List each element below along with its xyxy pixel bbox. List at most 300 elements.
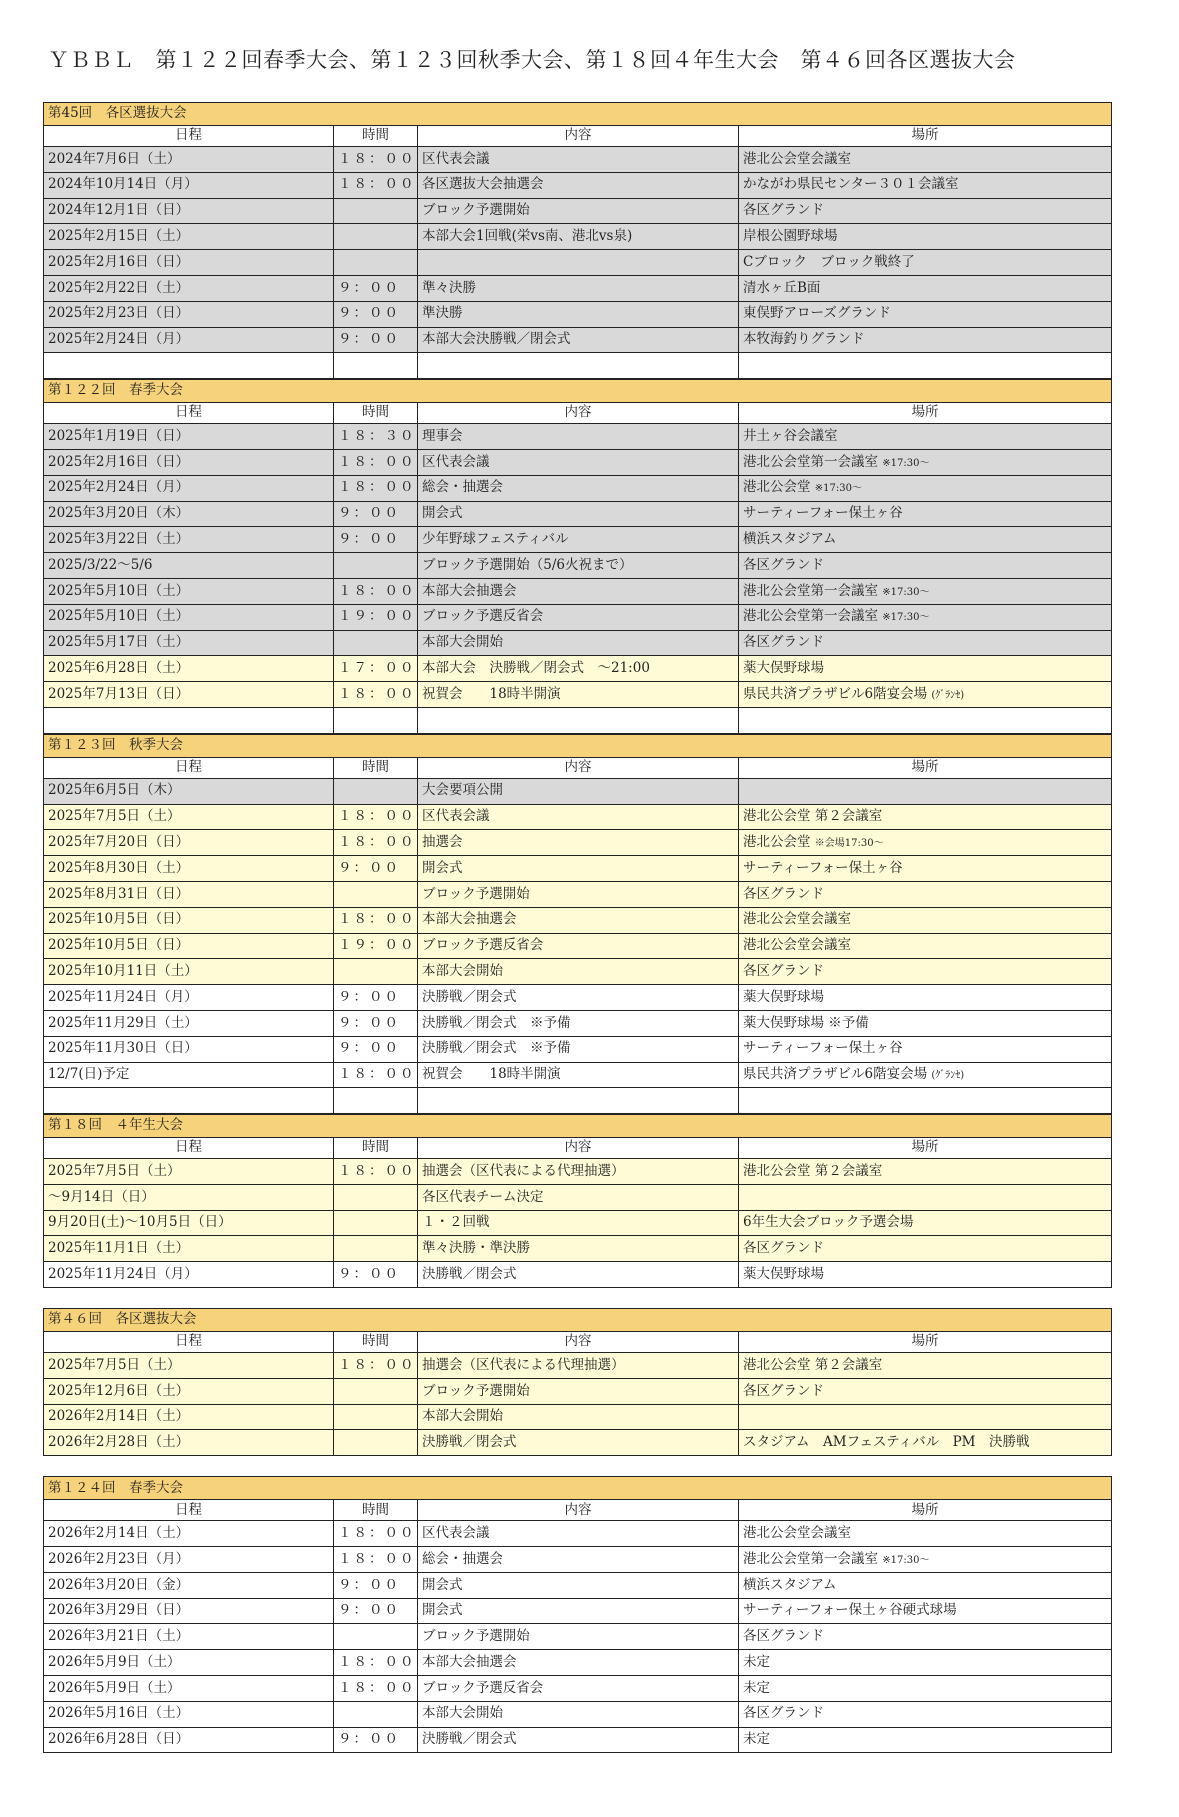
schedule-row [44, 1521, 1112, 1547]
cell-time: １８：００ [334, 907, 418, 933]
schedule-row [44, 656, 1112, 682]
cell-content: 抽選会（区代表による代理抽選） [418, 1159, 739, 1185]
cell-place: 清水ヶ丘B面 [739, 275, 1112, 301]
schedule-row [44, 682, 1112, 708]
schedule-row [44, 1676, 1112, 1702]
cell-content: ブロック予選開始 [418, 1378, 739, 1404]
header-date: 日程 [44, 1138, 334, 1159]
cell-place: 港北公会堂 第２会議室 [739, 1159, 1112, 1185]
schedule-row [44, 830, 1112, 856]
cell-place: 港北公会堂 第２会議室 [739, 1353, 1112, 1379]
cell-time: １８：００ [334, 578, 418, 604]
schedule-sections [43, 102, 1112, 1753]
cell-content: 準決勝 [418, 301, 739, 327]
cell-content: 開会式 [418, 1598, 739, 1624]
header-content: 内容 [418, 126, 739, 147]
place-note: (ｸﾞﾗﾝｾ) [931, 689, 965, 701]
schedule-row [44, 1404, 1112, 1430]
cell-date: 2025年2月16日（日） [44, 250, 334, 276]
cell-content: 本部大会開始 [418, 1701, 739, 1727]
header-date: 日程 [44, 757, 334, 778]
schedule-row [44, 856, 1112, 882]
header-content: 内容 [418, 403, 739, 424]
cell-date: 2024年7月6日（土） [44, 147, 334, 173]
cell-content: ブロック予選反省会 [418, 1676, 739, 1702]
place-note: ※17:30～ [882, 612, 930, 624]
cell-date: 2025年6月28日（土） [44, 656, 334, 682]
cell-time [334, 553, 418, 579]
cell-time: １８：３０ [334, 424, 418, 450]
cell-time: １７：００ [334, 656, 418, 682]
cell-place: サーティーフォー保土ヶ谷 [739, 1036, 1112, 1062]
place-note: ※17:30～ [882, 586, 930, 598]
cell-place: 港北公会堂会議室 [739, 933, 1112, 959]
cell-time [334, 881, 418, 907]
cell-time: ９：００ [334, 275, 418, 301]
cell-content [418, 353, 739, 379]
cell-content: 本部大会抽選会 [418, 907, 739, 933]
header-time: 時間 [334, 1138, 418, 1159]
cell-place: かながわ県民センター３０１会議室 [739, 172, 1112, 198]
schedule-row [44, 424, 1112, 450]
cell-time: ９：００ [334, 327, 418, 353]
cell-content: 決勝戦／閉会式 [418, 1430, 739, 1456]
schedule-row [44, 553, 1112, 579]
cell-date: 2026年5月16日（土） [44, 1701, 334, 1727]
cell-time: １８：００ [334, 1547, 418, 1573]
cell-content: 祝賀会 18時半開演 [418, 1062, 739, 1088]
cell-time: ９：００ [334, 301, 418, 327]
cell-time: １８：００ [334, 172, 418, 198]
cell-place [739, 1088, 1112, 1114]
cell-content: 総会・抽選会 [418, 1547, 739, 1573]
cell-date: 2024年12月1日（日） [44, 198, 334, 224]
cell-place: 各区グランド [739, 959, 1112, 985]
header-time: 時間 [334, 757, 418, 778]
cell-date: 2025年10月5日（日） [44, 907, 334, 933]
header-time: 時間 [334, 403, 418, 424]
cell-date: 9月20日(土)～10月5日（日） [44, 1210, 334, 1236]
cell-content: 抽選会 [418, 830, 739, 856]
cell-content: 本部大会抽選会 [418, 578, 739, 604]
schedule-row [44, 1236, 1112, 1262]
cell-content: 総会・抽選会 [418, 475, 739, 501]
schedule-row [44, 198, 1112, 224]
cell-date: 2025年2月24日（月） [44, 475, 334, 501]
schedule-row [44, 778, 1112, 804]
schedule-row [44, 449, 1112, 475]
cell-time: １８：００ [334, 1650, 418, 1676]
cell-date [44, 1088, 334, 1114]
schedule-row [44, 1184, 1112, 1210]
cell-content: 各区代表チーム決定 [418, 1184, 739, 1210]
place-note: ※17:30～ [882, 1554, 930, 1566]
schedule-row [44, 907, 1112, 933]
cell-content: ブロック予選開始（5/6火祝まで） [418, 553, 739, 579]
cell-date: 2025年8月31日（日） [44, 881, 334, 907]
cell-date: 2025年11月30日（日） [44, 1036, 334, 1062]
cell-place: 横浜スタジアム [739, 1572, 1112, 1598]
cell-time: １８：００ [334, 1353, 418, 1379]
cell-time: １８：００ [334, 147, 418, 173]
cell-place: 未定 [739, 1650, 1112, 1676]
schedule-row [44, 1430, 1112, 1456]
schedule-row [44, 172, 1112, 198]
cell-date: 2025年5月17日（土） [44, 630, 334, 656]
header-place: 場所 [739, 1138, 1112, 1159]
cell-place: 各区グランド [739, 1701, 1112, 1727]
cell-date: 2025年7月5日（土） [44, 1353, 334, 1379]
cell-date [44, 707, 334, 733]
schedule-row [44, 501, 1112, 527]
schedule-row [44, 527, 1112, 553]
cell-content: 祝賀会 18時半開演 [418, 682, 739, 708]
schedule-row [44, 1547, 1112, 1573]
cell-content [418, 1088, 739, 1114]
cell-date: 2025年3月20日（木） [44, 501, 334, 527]
cell-date: 2025年1月19日（日） [44, 424, 334, 450]
cell-date: 2026年2月14日（土） [44, 1521, 334, 1547]
header-content: 内容 [418, 757, 739, 778]
cell-time [334, 1088, 418, 1114]
cell-content: ブロック予選反省会 [418, 933, 739, 959]
cell-time: １８：００ [334, 449, 418, 475]
header-place: 場所 [739, 757, 1112, 778]
cell-time [334, 224, 418, 250]
cell-date: 2025年8月30日（土） [44, 856, 334, 882]
cell-date: 2025年3月22日（土） [44, 527, 334, 553]
schedule-row [44, 301, 1112, 327]
cell-date: 2026年5月9日（土） [44, 1676, 334, 1702]
cell-time [334, 1430, 418, 1456]
schedule-row [44, 327, 1112, 353]
cell-content: 区代表会議 [418, 147, 739, 173]
schedule-row [44, 1598, 1112, 1624]
header-date: 日程 [44, 1332, 334, 1353]
cell-content: 開会式 [418, 501, 739, 527]
cell-time: ９：００ [334, 501, 418, 527]
schedule-row [44, 224, 1112, 250]
cell-place: サーティーフォー保土ヶ谷硬式球場 [739, 1598, 1112, 1624]
cell-content: ブロック予選開始 [418, 881, 739, 907]
cell-place: 薬大俣野球場 [739, 656, 1112, 682]
cell-place: 東俣野アローズグランド [739, 301, 1112, 327]
cell-date: 2026年6月28日（日） [44, 1727, 334, 1753]
cell-place [739, 778, 1112, 804]
cell-date: 2026年3月20日（金） [44, 1572, 334, 1598]
cell-time: ９：００ [334, 985, 418, 1011]
schedule-row [44, 578, 1112, 604]
cell-place: 県民共済プラザビル6階宴会場 (ｸﾞﾗﾝｾ) [739, 1062, 1112, 1088]
cell-place: 港北公会堂 ※会場17:30～ [739, 830, 1112, 856]
cell-place: 港北公会堂第一会議室 ※17:30～ [739, 1547, 1112, 1573]
cell-place: 港北公会堂会議室 [739, 147, 1112, 173]
cell-time: ９：００ [334, 1262, 418, 1288]
cell-date: 2025年7月5日（土） [44, 804, 334, 830]
schedule-row [44, 1378, 1112, 1404]
cell-place [739, 1184, 1112, 1210]
header-content: 内容 [418, 1138, 739, 1159]
cell-place: 未定 [739, 1727, 1112, 1753]
cell-date: 2025年12月6日（土） [44, 1378, 334, 1404]
cell-place: 各区グランド [739, 1378, 1112, 1404]
schedule-row [44, 933, 1112, 959]
cell-place: 港北公会堂会議室 [739, 1521, 1112, 1547]
cell-date: 2025年11月29日（土） [44, 1010, 334, 1036]
cell-time: １９：００ [334, 604, 418, 630]
cell-time [334, 1378, 418, 1404]
cell-content: 各区選抜大会抽選会 [418, 172, 739, 198]
cell-date: 2025年7月20日（日） [44, 830, 334, 856]
cell-place [739, 353, 1112, 379]
cell-time [334, 630, 418, 656]
place-note: ※会場17:30～ [814, 837, 884, 849]
cell-date: 2026年5月9日（土） [44, 1650, 334, 1676]
schedule-row [44, 1036, 1112, 1062]
cell-content: ブロック予選開始 [418, 198, 739, 224]
cell-place [739, 1404, 1112, 1430]
cell-content: 決勝戦／閉会式 ※予備 [418, 1010, 739, 1036]
cell-date: ～9月14日（日） [44, 1184, 334, 1210]
header-content: 内容 [418, 1332, 739, 1353]
schedule-row [44, 1650, 1112, 1676]
header-time: 時間 [334, 126, 418, 147]
cell-date: 2025年11月24日（月） [44, 1262, 334, 1288]
cell-time: １８：００ [334, 1062, 418, 1088]
cell-date: 2025年2月23日（日） [44, 301, 334, 327]
schedule-row [44, 604, 1112, 630]
cell-time [334, 250, 418, 276]
cell-content: 本部大会開始 [418, 630, 739, 656]
cell-place: 港北公会堂第一会議室 ※17:30～ [739, 449, 1112, 475]
cell-time [334, 707, 418, 733]
cell-content: 本部大会抽選会 [418, 1650, 739, 1676]
schedule-row [44, 1062, 1112, 1088]
cell-time: １８：００ [334, 1159, 418, 1185]
cell-content: 本部大会開始 [418, 1404, 739, 1430]
cell-place: スタジアム AMフェスティバル PM 決勝戦 [739, 1430, 1112, 1456]
header-date: 日程 [44, 403, 334, 424]
cell-place: 本牧海釣りグランド [739, 327, 1112, 353]
schedule-table [43, 1114, 1112, 1288]
cell-content: 区代表会議 [418, 1521, 739, 1547]
cell-content: 決勝戦／閉会式 [418, 1727, 739, 1753]
cell-place: 県民共済プラザビル6階宴会場 (ｸﾞﾗﾝｾ) [739, 682, 1112, 708]
header-date: 日程 [44, 126, 334, 147]
cell-content: ブロック予選開始 [418, 1624, 739, 1650]
header-place: 場所 [739, 1500, 1112, 1521]
cell-place: Cブロック ブロック戦終了 [739, 250, 1112, 276]
schedule-row [44, 630, 1112, 656]
cell-date: 2025年7月5日（土） [44, 1159, 334, 1185]
cell-time: １８：００ [334, 1676, 418, 1702]
cell-place: 未定 [739, 1676, 1112, 1702]
cell-content: 決勝戦／閉会式 ※予備 [418, 1036, 739, 1062]
cell-time [334, 1404, 418, 1430]
cell-time [334, 959, 418, 985]
cell-date: 2026年2月14日（土） [44, 1404, 334, 1430]
schedule-row [44, 1353, 1112, 1379]
schedule-row [44, 1010, 1112, 1036]
cell-content: 決勝戦／閉会式 [418, 1262, 739, 1288]
cell-place: 岸根公園野球場 [739, 224, 1112, 250]
cell-time: １８：００ [334, 682, 418, 708]
schedule-row [44, 275, 1112, 301]
cell-place: 各区グランド [739, 553, 1112, 579]
cell-place: 港北公会堂 ※17:30～ [739, 475, 1112, 501]
cell-time [334, 1210, 418, 1236]
cell-place: 井土ヶ谷会議室 [739, 424, 1112, 450]
cell-place: 港北公会堂第一会議室 ※17:30～ [739, 604, 1112, 630]
schedule-row [44, 1088, 1112, 1114]
schedule-table [43, 379, 1112, 734]
cell-date: 2025年5月10日（土） [44, 578, 334, 604]
cell-time [334, 1701, 418, 1727]
cell-place: 港北公会堂第一会議室 ※17:30～ [739, 578, 1112, 604]
schedule-row [44, 1701, 1112, 1727]
cell-content: 区代表会議 [418, 449, 739, 475]
section-title: 第１２３回 秋季大会 [44, 734, 1112, 757]
place-note: (ｸﾞﾗﾝｾ) [931, 1070, 965, 1082]
cell-content: 決勝戦／閉会式 [418, 985, 739, 1011]
cell-date: 2025年11月24日（月） [44, 985, 334, 1011]
cell-place: 薬大俣野球場 [739, 1262, 1112, 1288]
schedule-table [43, 1476, 1112, 1753]
cell-content: ブロック予選反省会 [418, 604, 739, 630]
cell-place: 港北公会堂 第２会議室 [739, 804, 1112, 830]
cell-place: 港北公会堂会議室 [739, 907, 1112, 933]
cell-date: 2025年2月22日（土） [44, 275, 334, 301]
cell-date: 2025年2月15日（土） [44, 224, 334, 250]
cell-time [334, 1624, 418, 1650]
section-title: 第１８回 ４年生大会 [44, 1115, 1112, 1138]
schedule-row [44, 881, 1112, 907]
header-time: 時間 [334, 1332, 418, 1353]
cell-time [334, 1184, 418, 1210]
cell-time: １８：００ [334, 475, 418, 501]
cell-date: 2026年3月29日（日） [44, 1598, 334, 1624]
cell-place: サーティーフォー保土ヶ谷 [739, 501, 1112, 527]
cell-date: 2024年10月14日（月） [44, 172, 334, 198]
place-note: ※17:30～ [814, 483, 862, 495]
cell-date: 2025年2月24日（月） [44, 327, 334, 353]
cell-time: ９：００ [334, 1727, 418, 1753]
schedule-table [43, 102, 1112, 379]
cell-time: １９：００ [334, 933, 418, 959]
cell-content: 本部大会 決勝戦／閉会式 ～21:00 [418, 656, 739, 682]
cell-content: 本部大会開始 [418, 959, 739, 985]
cell-time [334, 353, 418, 379]
cell-content: 理事会 [418, 424, 739, 450]
schedule-row [44, 1159, 1112, 1185]
cell-place: 各区グランド [739, 881, 1112, 907]
cell-date: 12/7(日)予定 [44, 1062, 334, 1088]
schedule-row [44, 1624, 1112, 1650]
cell-place: サーティーフォー保土ヶ谷 [739, 856, 1112, 882]
cell-content: 少年野球フェスティバル [418, 527, 739, 553]
cell-time: ９：００ [334, 1598, 418, 1624]
cell-place: 各区グランド [739, 198, 1112, 224]
header-date: 日程 [44, 1500, 334, 1521]
section-title: 第45回 各区選抜大会 [44, 103, 1112, 126]
cell-place: 各区グランド [739, 1624, 1112, 1650]
cell-content: １・２回戦 [418, 1210, 739, 1236]
header-place: 場所 [739, 1332, 1112, 1353]
schedule-row [44, 250, 1112, 276]
schedule-row [44, 707, 1112, 733]
header-content: 内容 [418, 1500, 739, 1521]
place-note: ※17:30～ [882, 457, 930, 469]
cell-date: 2025年5月10日（土） [44, 604, 334, 630]
cell-time [334, 778, 418, 804]
cell-content: 大会要項公開 [418, 778, 739, 804]
page-title: ＹＢＢＬ 第１２２回春季大会、第１２３回秋季大会、第１８回４年生大会 第４６回各区選抜大会 [48, 48, 1016, 72]
cell-content: 準々決勝 [418, 275, 739, 301]
cell-content: 区代表会議 [418, 804, 739, 830]
schedule-table [43, 734, 1112, 1114]
cell-time: ９：００ [334, 1572, 418, 1598]
schedule-row [44, 959, 1112, 985]
cell-content: 本部大会決勝戦／閉会式 [418, 327, 739, 353]
cell-date: 2026年2月28日（土） [44, 1430, 334, 1456]
cell-content: 本部大会1回戦(栄vs南、港北vs泉) [418, 224, 739, 250]
cell-place: 各区グランド [739, 1236, 1112, 1262]
cell-time: １８：００ [334, 804, 418, 830]
section-title: 第１２２回 春季大会 [44, 380, 1112, 403]
header-place: 場所 [739, 403, 1112, 424]
schedule-row [44, 353, 1112, 379]
section-title: 第１２４回 春季大会 [44, 1477, 1112, 1500]
header-place: 場所 [739, 126, 1112, 147]
cell-time: １８：００ [334, 830, 418, 856]
cell-date: 2025年7月13日（日） [44, 682, 334, 708]
cell-time: １８：００ [334, 1521, 418, 1547]
schedule-row [44, 475, 1112, 501]
cell-place: 各区グランド [739, 630, 1112, 656]
schedule-row [44, 1210, 1112, 1236]
cell-content: 抽選会（区代表による代理抽選） [418, 1353, 739, 1379]
cell-date: 2026年2月23日（月） [44, 1547, 334, 1573]
cell-content [418, 707, 739, 733]
cell-date: 2025年11月1日（土） [44, 1236, 334, 1262]
schedule-row [44, 1262, 1112, 1288]
cell-time: ９：００ [334, 527, 418, 553]
cell-place: 薬大俣野球場 ※予備 [739, 1010, 1112, 1036]
cell-place [739, 707, 1112, 733]
cell-date: 2025年6月5日（木） [44, 778, 334, 804]
schedule-row [44, 804, 1112, 830]
cell-date [44, 353, 334, 379]
cell-date: 2025年2月16日（日） [44, 449, 334, 475]
cell-content: 準々決勝・準決勝 [418, 1236, 739, 1262]
cell-time [334, 198, 418, 224]
cell-place: 薬大俣野球場 [739, 985, 1112, 1011]
schedule-row [44, 1572, 1112, 1598]
cell-content: 開会式 [418, 856, 739, 882]
schedule-table [43, 1308, 1112, 1456]
cell-date: 2025/3/22～5/6 [44, 553, 334, 579]
cell-content: 開会式 [418, 1572, 739, 1598]
header-time: 時間 [334, 1500, 418, 1521]
cell-time: ９：００ [334, 1010, 418, 1036]
cell-place: 横浜スタジアム [739, 527, 1112, 553]
cell-time: ９：００ [334, 1036, 418, 1062]
cell-date: 2025年10月11日（土） [44, 959, 334, 985]
schedule-row [44, 147, 1112, 173]
cell-time: ９：００ [334, 856, 418, 882]
cell-date: 2026年3月21日（土） [44, 1624, 334, 1650]
cell-content [418, 250, 739, 276]
